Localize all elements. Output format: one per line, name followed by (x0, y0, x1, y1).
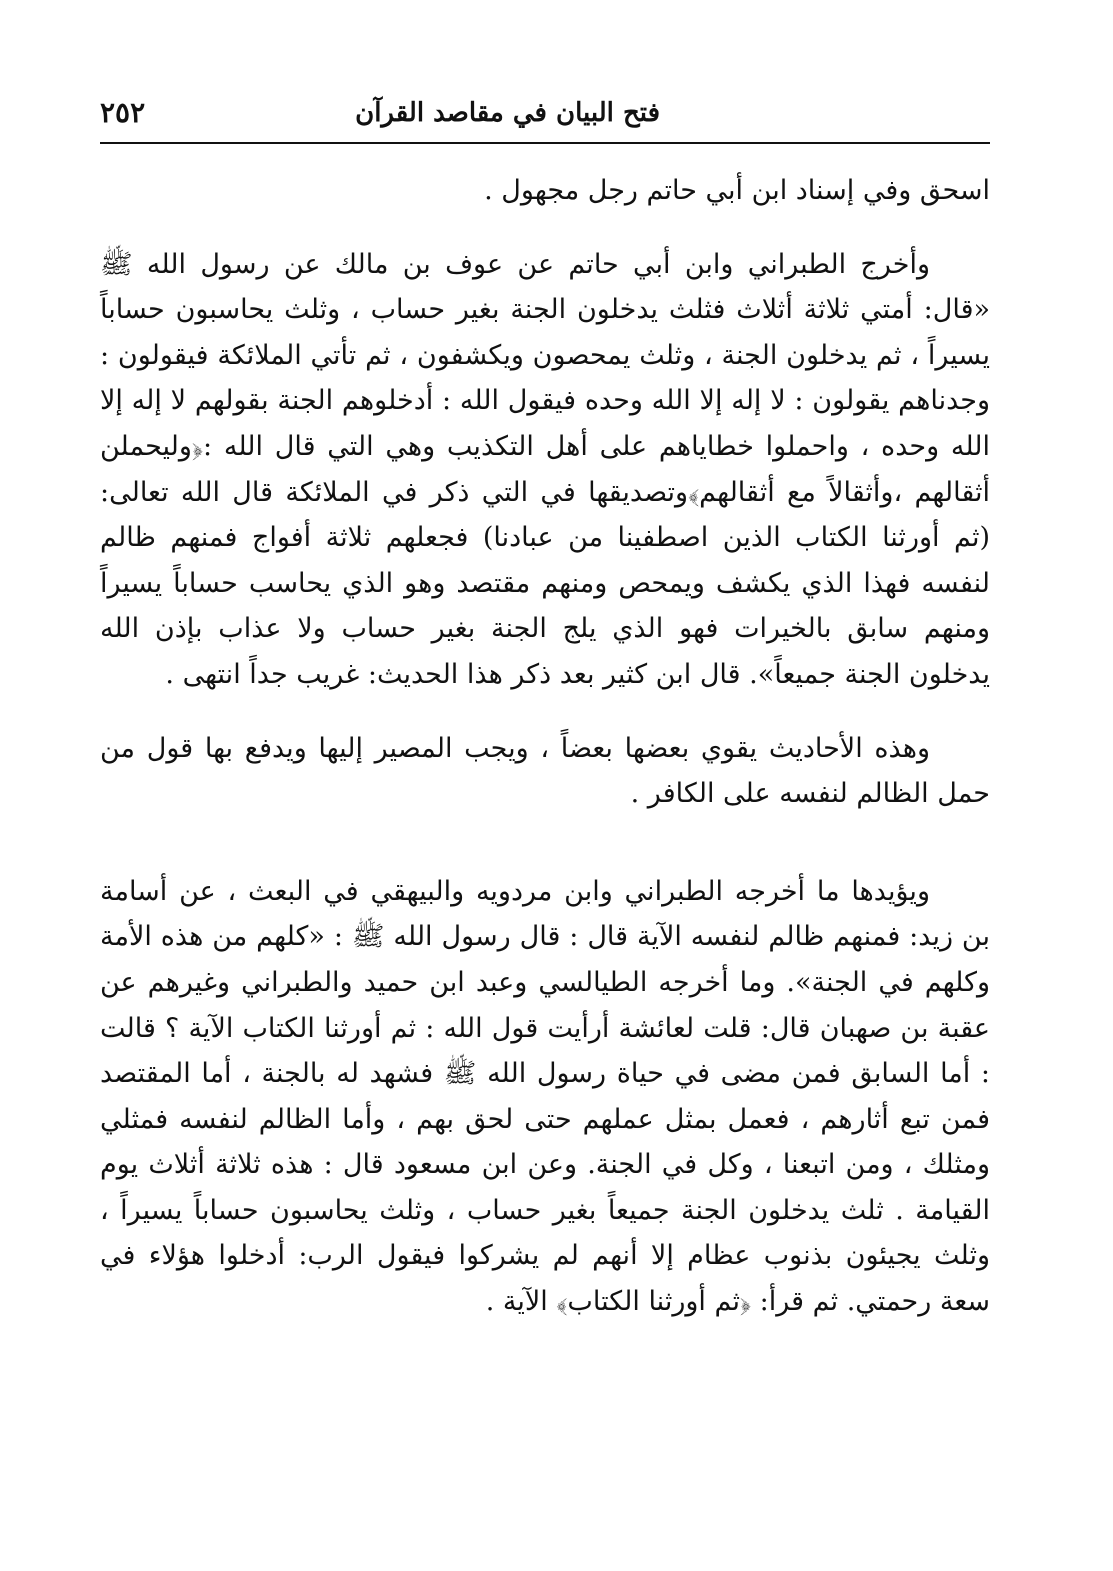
paragraph-2: وأخرج الطبراني وابن أبي حاتم عن عوف بن مالك عن رسول الله ﷺ «قال: أمتي ثلاثة أثلاث فثلث يدخلون الجنة بغير حساب ، وثلث يحاسبون حساباً يسيراً ، ثم يدخلون الجنة ، وثلث يمحصون ويكشفون ، ثم تأتي الملائكة فيقولون : وجدناهم يقولون : لا إله إلا الله وحده فيقول الله : أدخلوهم الجنة بقولهم لا إله إلا الله وحده ، واحملوا خطاياهم على أهل التكذيب وهي التي قال الله :﴿وليحملن أثقالهم ،وأثقالاً مع أثقالهم﴾وتصديقها في التي ذكر في الملائكة قال الله تعالى: (ثم أورثنا الكتاب الذين اصطفينا من عبادنا) فجعلهم ثلاثة أفواج فمنهم ظالم لنفسه فهذا الذي يكشف ويمحص ومنهم مقتصد وهو الذي يحاسب حساباً يسيراً ومنهم سابق بالخيرات فهو الذي يلج الجنة بغير حساب ولا عذاب بإذن الله يدخلون الجنة جميعاً». قال ابن كثير بعد ذكر هذا الحديث: غريب جداً انتهى . (100, 248, 990, 690)
paragraph-3: وهذه الأحاديث يقوي بعضها بعضاً ، ويجب المصير إليها ويدفع بها قول من حمل الظالم لنفسه على الكافر . (100, 732, 990, 810)
page-header (100, 94, 990, 144)
paragraph-4: ويؤيدها ما أخرجه الطبراني وابن مردويه والبيهقي في البعث ، عن أسامة بن زيد: فمنهم ظالم لنفسه الآية قال : قال رسول الله ﷺ : «كلهم من هذه الأمة وكلهم في الجنة». وما أخرجه الطيالسي وعبد ابن حميد والطبراني وغيرهم عن عقبة بن صهبان قال: قلت لعائشة أرأيت قول الله : ثم أورثنا الكتاب الآية ؟ قالت : أما السابق فمن مضى في حياة رسول الله ﷺ فشهد له بالجنة ، أما المقتصد فمن تبع أثارهم ، فعمل بمثل عملهم حتى لحق بهم ، وأما الظالم لنفسه فمثلي ومثلك ، ومن اتبعنا ، وكل في الجنة. وعن ابن مسعود قال : هذه ثلاثة أثلاث يوم القيامة . ثلث يدخلون الجنة جميعاً بغير حساب ، وثلث يحاسبون حساباً يسيراً ، وثلث يجيئون بذنوب عظام إلا أنهم لم يشركوا فيقول الرب: أدخلوا هؤلاء في سعة رحمتي. ثم قرأ: ﴿ثم أورثنا الكتاب﴾ الآية . (100, 875, 990, 1318)
book-title: فتح البيان في مقاصد القرآن (355, 98, 660, 128)
paragraph-1: اسحق وفي إسناد ابن أبي حاتم رجل مجهول . (484, 175, 990, 206)
page-number: ٢٥٢ (100, 96, 146, 129)
page-body (100, 168, 990, 1325)
